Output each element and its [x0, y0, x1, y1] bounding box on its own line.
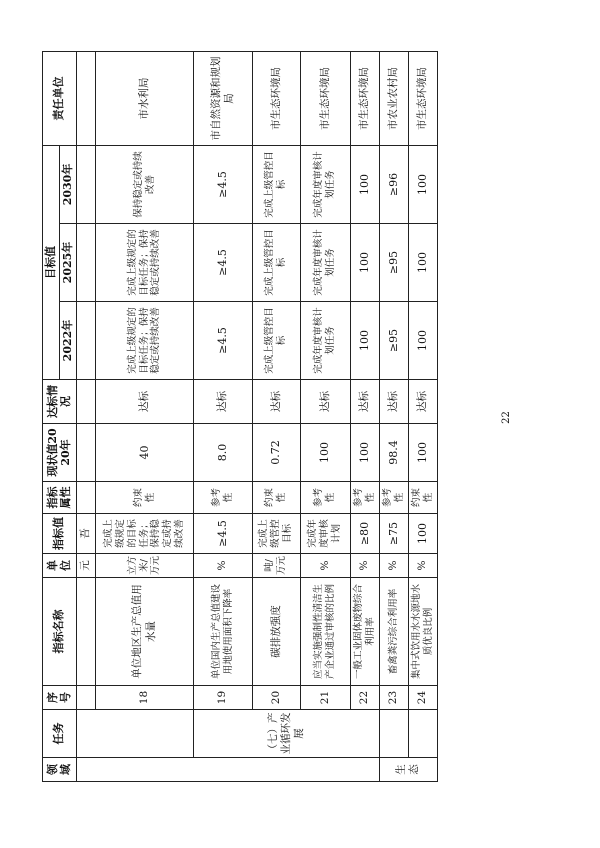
- y2030-cell: 完成年度审核计划任务: [300, 145, 350, 223]
- y2025-cell: 100: [408, 224, 437, 302]
- value-cell: 完成上级管控目标: [252, 514, 300, 554]
- value-cell: ≥75: [379, 514, 408, 554]
- header-baseline: 现状值2020年: [43, 424, 77, 482]
- attr-cell: 参考性: [194, 482, 253, 514]
- dept-cell: 市生态环境局: [408, 51, 437, 145]
- seq-cell: 22: [350, 686, 379, 710]
- y2030-cell: 100: [350, 145, 379, 223]
- y2030-cell: [76, 145, 96, 223]
- header-indicator-name: 指标名称: [43, 578, 77, 686]
- header-responsible: 责任单位: [43, 51, 77, 145]
- seq-cell: 18: [96, 686, 194, 710]
- task-cell: [408, 710, 437, 758]
- y2022-cell: ≥4.5: [194, 302, 253, 380]
- header-status: 达标情况: [43, 380, 77, 424]
- header-domain: 领域: [43, 758, 77, 782]
- header-unit: 单位: [43, 554, 77, 578]
- y2030-cell: 保持稳定或持续改善: [96, 145, 194, 223]
- name-cell: 畜禽粪污综合利用率: [379, 578, 408, 686]
- unit-cell: 元: [76, 554, 96, 578]
- status-cell: [76, 380, 96, 424]
- task-cell: [76, 710, 194, 758]
- header-attribute: 指标属性: [43, 482, 77, 514]
- status-cell: 达标: [408, 380, 437, 424]
- y2022-cell: 100: [350, 302, 379, 380]
- status-cell: 达标: [194, 380, 253, 424]
- unit-cell: 吨/万元: [252, 554, 300, 578]
- y2025-cell: 完成上级管控目标: [252, 224, 300, 302]
- header-task: 任务: [43, 710, 77, 758]
- attr-cell: 约束性: [252, 482, 300, 514]
- y2025-cell: [76, 224, 96, 302]
- name-cell: 单位国内生产总值建设用地使用面积下降率: [194, 578, 253, 686]
- y2025-cell: 完成年度审核计划任务: [300, 224, 350, 302]
- y2025-cell: ≥95: [379, 224, 408, 302]
- dept-cell: 市自然资源和规划局: [194, 51, 253, 145]
- seq-cell: 23: [379, 686, 408, 710]
- unit-cell: %: [350, 554, 379, 578]
- header-seq: 序号: [43, 686, 77, 710]
- table-row: [76, 51, 96, 781]
- header-target: 目标值: [43, 145, 60, 379]
- value-cell: 100: [408, 514, 437, 554]
- unit-cell: %: [194, 554, 253, 578]
- table-row: [408, 51, 437, 781]
- dept-cell: 市生态环境局: [350, 51, 379, 145]
- header-year-2030: 2030年: [59, 145, 76, 223]
- dept-cell: 市生态环境局: [252, 51, 300, 145]
- unit-cell: %: [300, 554, 350, 578]
- dept-cell: [76, 51, 96, 145]
- baseline-cell: 100: [408, 424, 437, 482]
- baseline-cell: 98.4: [379, 424, 408, 482]
- baseline-cell: 100: [300, 424, 350, 482]
- status-cell: 达标: [96, 380, 194, 424]
- status-cell: 达标: [379, 380, 408, 424]
- table-row: [96, 51, 194, 781]
- value-cell: 完成年度审核计划: [300, 514, 350, 554]
- status-cell: 达标: [300, 380, 350, 424]
- y2030-cell: 100: [408, 145, 437, 223]
- y2025-cell: ≥4.5: [194, 224, 253, 302]
- seq-cell: 20: [252, 686, 300, 710]
- name-cell: 单位地区生产总值用水量: [96, 578, 194, 686]
- seq-cell: 21: [300, 686, 350, 710]
- domain-cell: [76, 758, 379, 782]
- attr-cell: [76, 482, 96, 514]
- y2022-cell: 100: [408, 302, 437, 380]
- attr-cell: 约束性: [96, 482, 194, 514]
- domain-cell-eco: 生态: [379, 758, 437, 782]
- table-row: [252, 51, 300, 781]
- attr-cell: 参考性: [300, 482, 350, 514]
- seq-cell: 24: [408, 686, 437, 710]
- dept-cell: 市生态环境局: [300, 51, 350, 145]
- baseline-cell: [76, 424, 96, 482]
- task-cell-group: （七）产业循环发展: [194, 710, 380, 758]
- attr-cell: 约束性: [408, 482, 437, 514]
- attr-cell: 参考性: [379, 482, 408, 514]
- y2025-cell: 完成上级规定的目标任务；保持稳定或持续改善: [96, 224, 194, 302]
- y2022-cell: 完成上级规定的目标任务；保持稳定或持续改善: [96, 302, 194, 380]
- header-indicator-value: 指标值: [43, 514, 77, 554]
- table-row: [379, 51, 408, 781]
- page-number: 22: [500, 411, 512, 424]
- y2022-cell: [76, 302, 96, 380]
- baseline-cell: 8.0: [194, 424, 253, 482]
- status-cell: 达标: [252, 380, 300, 424]
- dept-cell: 市水利局: [96, 51, 194, 145]
- y2025-cell: 100: [350, 224, 379, 302]
- seq-cell: 19: [194, 686, 253, 710]
- y2030-cell: ≥4.5: [194, 145, 253, 223]
- table-row: [300, 51, 350, 781]
- value-cell: ≥80: [350, 514, 379, 554]
- name-cell: [76, 578, 96, 686]
- header-row-1: [43, 51, 60, 781]
- table-row: [194, 51, 253, 781]
- baseline-cell: 0.72: [252, 424, 300, 482]
- y2022-cell: 完成年度审核计划任务: [300, 302, 350, 380]
- y2030-cell: ≥96: [379, 145, 408, 223]
- baseline-cell: 40: [96, 424, 194, 482]
- name-cell: 一般工业固体废物综合利用率: [350, 578, 379, 686]
- unit-cell: %: [379, 554, 408, 578]
- name-cell: 应当实施强制性清洁生产企业通过审核的比例: [300, 578, 350, 686]
- attr-cell: 参考性: [350, 482, 379, 514]
- header-year-2022: 2022年: [59, 302, 76, 380]
- task-cell: [379, 710, 408, 758]
- rotated-table-wrapper: [42, 52, 438, 782]
- y2030-cell: 完成上级管控目标: [252, 145, 300, 223]
- value-cell: ≥4.5: [194, 514, 253, 554]
- value-cell: 完成上级规定的目标任务；保持稳定或持续改善: [96, 514, 194, 554]
- y2022-cell: 完成上级管控目标: [252, 302, 300, 380]
- name-cell: 碳排放强度: [252, 578, 300, 686]
- baseline-cell: 100: [350, 424, 379, 482]
- value-cell: 吾: [76, 514, 96, 554]
- seq-cell: [76, 686, 96, 710]
- unit-cell: 立方米/万元: [96, 554, 194, 578]
- name-cell: 集中式饮用水水源地水质优良比例: [408, 578, 437, 686]
- unit-cell: %: [408, 554, 437, 578]
- table-row: [350, 51, 379, 781]
- indicator-table: [42, 51, 438, 782]
- dept-cell: 市农业农村局: [379, 51, 408, 145]
- status-cell: 达标: [350, 380, 379, 424]
- y2022-cell: ≥95: [379, 302, 408, 380]
- header-year-2025: 2025年: [59, 224, 76, 302]
